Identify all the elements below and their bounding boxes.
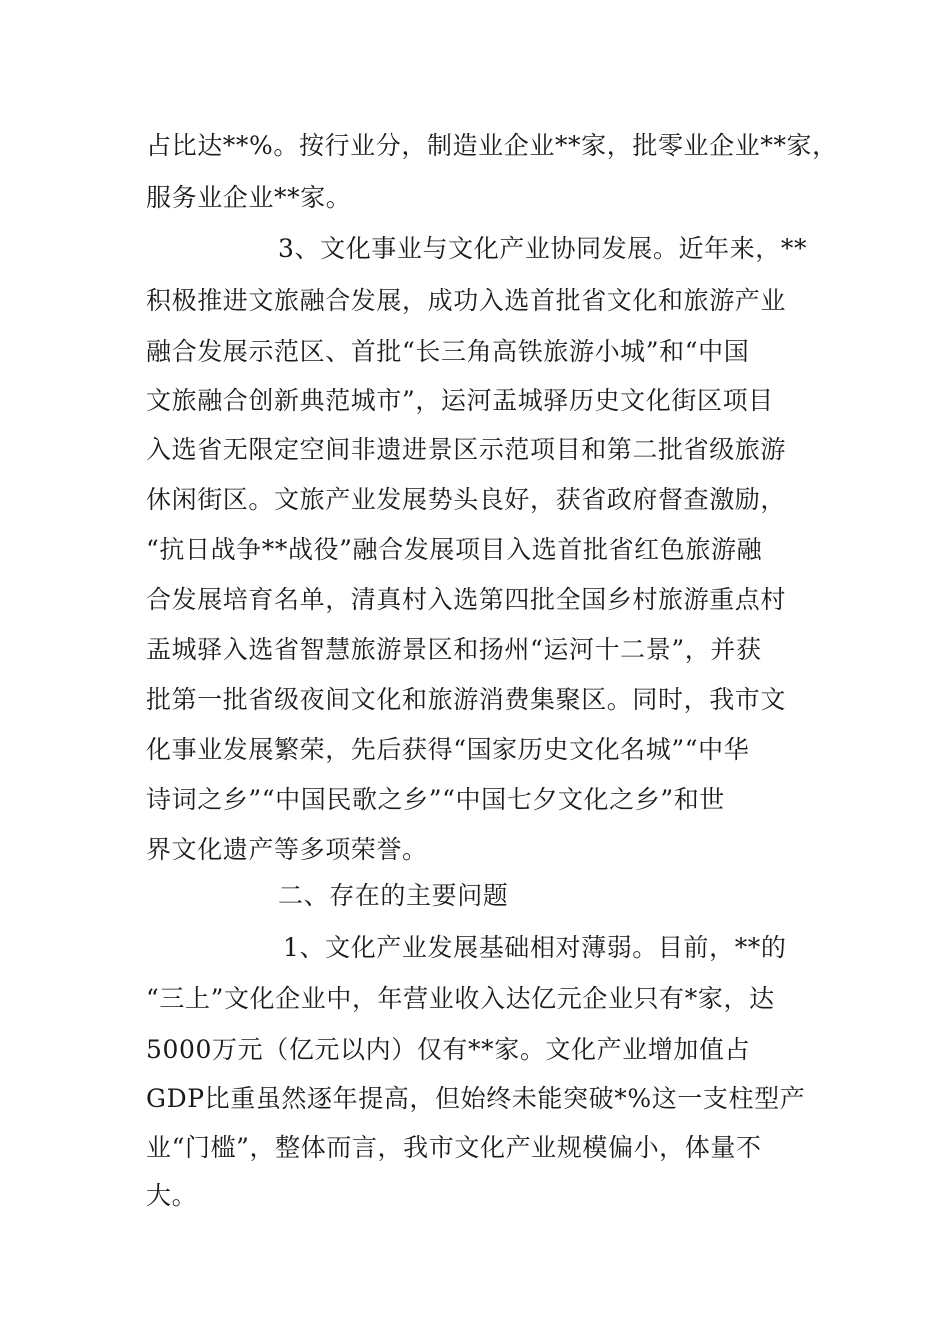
text-line-5: 融合发展示范区、首批“长三角高铁旅游小城”和“中国 bbox=[146, 337, 750, 366]
text-line-11: 盂城驿入选省智慧旅游景区和扬州“运河十二景”，并获 bbox=[146, 635, 762, 664]
text-line-9: “抗日战争**战役”融合发展项目入选首批省红色旅游融 bbox=[146, 535, 763, 564]
text-line-13: 化事业发展繁荣，先后获得“国家历史文化名城”“中华 bbox=[146, 735, 750, 764]
text-line-22: 大。 bbox=[146, 1181, 198, 1210]
section-heading: 二、存在的主要问题 bbox=[278, 881, 509, 910]
paragraph-1-heading-line: 1、文化产业发展基础相对薄弱。目前，**的 bbox=[283, 933, 787, 962]
text-line-2: 服务业企业**家。 bbox=[146, 183, 352, 212]
text-line-20: GDP比重虽然逐年提高，但始终未能突破*%这一支柱型产 bbox=[146, 1084, 806, 1113]
text-line-4: 积极推进文旅融合发展，成功入选首批省文化和旅游产业 bbox=[146, 286, 787, 315]
text-line-6: 文旅融合创新典范城市”，运河盂城驿历史文化街区项目 bbox=[146, 386, 774, 415]
paragraph-3-heading-line: 3、文化事业与文化产业协同发展。近年来，** bbox=[278, 234, 808, 263]
text-line-19: 5000万元（亿元以内）仅有**家。文化产业增加值占 bbox=[146, 1035, 751, 1064]
text-line-14: 诗词之乡”“中国民歌之乡”“中国七夕文化之乡”和世 bbox=[146, 785, 725, 814]
text-line-8: 休闲街区。文旅产业发展势头良好，获省政府督查激励， bbox=[146, 485, 787, 514]
text-line-7: 入选省无限定空间非遗进景区示范项目和第二批省级旅游 bbox=[146, 435, 787, 464]
text-line-1: 占比达**%。按行业分，制造业企业**家，批零业企业**家， bbox=[146, 131, 838, 160]
text-line-10: 合发展培育名单，清真村入选第四批全国乡村旅游重点村 bbox=[146, 585, 787, 614]
text-line-18: “三上”文化企业中，年营业收入达亿元企业只有*家，达 bbox=[146, 984, 775, 1013]
text-line-15: 界文化遗产等多项荣誉。 bbox=[146, 835, 428, 864]
text-line-21: 业“门槛”，整体而言，我市文化产业规模偏小，体量不 bbox=[146, 1133, 762, 1162]
text-line-12: 批第一批省级夜间文化和旅游消费集聚区。同时，我市文 bbox=[146, 685, 787, 714]
